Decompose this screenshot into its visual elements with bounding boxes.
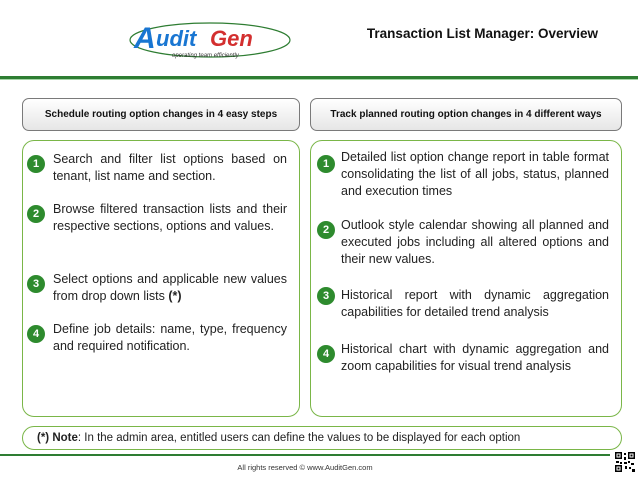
header-divider-light (0, 79, 638, 80)
copyright-footer: All rights reserved © www.AuditGen.com (237, 463, 373, 472)
page-title: Transaction List Manager: Overview (366, 26, 598, 41)
tracking-method-1-text: Detailed list option change report in table format consolidating the list of all jobs, status, planned and execution times (341, 150, 609, 198)
step-number-badge: 2 (317, 221, 335, 239)
qr-code-icon (614, 451, 636, 473)
schedule-step-1-text: Search and filter list options based on tenant, list name and section. (53, 152, 287, 183)
tracking-method-2-text: Outlook style calendar showing all planned and executed jobs including all altered options and their new values. (341, 218, 609, 266)
step-number-badge: 1 (27, 155, 45, 173)
tracking-methods-panel (310, 140, 622, 417)
step-number-badge: 3 (317, 287, 335, 305)
auditgen-logo (128, 18, 298, 62)
schedule-step-2-text: Browse filtered transaction lists and their respective sections, options and values. (53, 202, 287, 233)
svg-text:udit: udit (156, 26, 197, 51)
schedule-step-3-main: Select options and applicable new values from drop down lists (53, 272, 287, 303)
schedule-step-4-text: Define job details: name, type, frequency and required notification. (53, 322, 287, 353)
note-label: (*) Note (37, 432, 78, 444)
step-number-badge: 1 (317, 155, 335, 173)
right-section-heading: Track planned routing option changes in 4 different ways (310, 98, 622, 131)
left-section-heading: Schedule routing option changes in 4 easy steps (22, 98, 300, 131)
admin-note (22, 426, 622, 450)
svg-text:A: A (134, 22, 156, 55)
tracking-method-3-text: Historical report with dynamic aggregation capabilities for detailed trend analysis (341, 288, 609, 319)
note-text: : In the admin area, entitled users can define the values to be displayed for each option (77, 432, 521, 444)
svg-text:operating team efficient: operating team efficiently (172, 53, 239, 59)
schedule-steps-panel (22, 140, 300, 417)
tracking-method-4-text: Historical chart with dynamic aggregation and zoom capabilities for visual trend analysis (341, 342, 609, 373)
svg-text:Gen: Gen (210, 26, 253, 51)
step-number-badge: 4 (317, 345, 335, 363)
logo-graphic (128, 18, 298, 62)
step-number-badge: 3 (27, 275, 45, 293)
schedule-step-3-text (53, 271, 287, 305)
step-number-badge: 2 (27, 205, 45, 223)
footnote-marker: (*) (168, 289, 182, 303)
footer-divider (0, 454, 610, 456)
step-number-badge: 4 (27, 325, 45, 343)
